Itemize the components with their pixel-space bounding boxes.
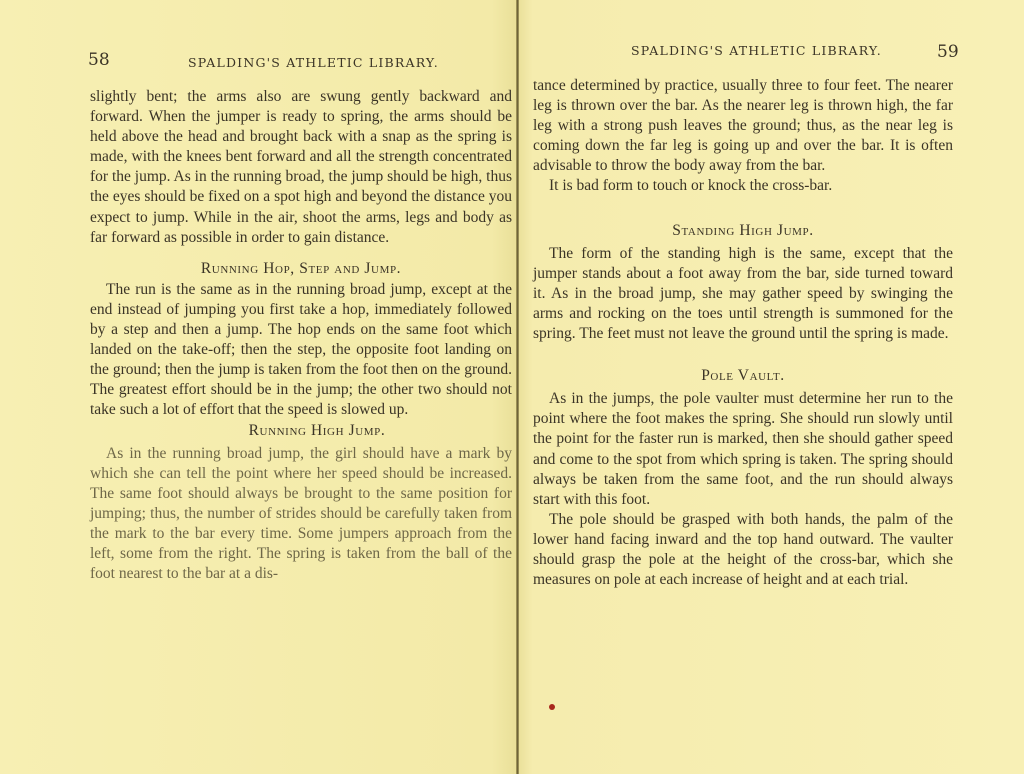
heading-running-hop-step-jump: Running Hop, Step and Jump. xyxy=(200,259,402,277)
right-paragraph-2: It is bad form to touch or knock the cross-bar. xyxy=(549,177,833,195)
right-page-body xyxy=(533,76,953,590)
right-running-head: SPALDING'S ATHLETIC LIBRARY. xyxy=(631,43,882,58)
left-paragraph-1: slightly bent; the arms also are swung gently backward and forward. When the jumper is ready to spring, the arms should be held above the head and brought back with a snap as the spring is made, with the knees bent forward and all the strength concentrated for the jump. As in the running broad, the jump should be high, thus the eyes should be fixed on a spot high and beyond the distance you expect to jump. While in the air, shoot the arms, legs and body as far forward as possible in order to gain distance. xyxy=(90,88,512,246)
right-paragraph-1: tance determined by practice, usually three to four feet. The nearer leg is thrown over the bar. As the nearer leg is thrown high, the far leg with a strong push leaves the ground; thus, as the near leg is coming down the far leg is going up and over the bar. It is often advisable to throw the body away from the bar. xyxy=(533,77,953,175)
heading-pole-vault: Pole Vault. xyxy=(701,367,785,385)
ink-spot xyxy=(549,704,555,710)
left-running-head: SPALDING'S ATHLETIC LIBRARY. xyxy=(188,55,439,70)
right-page xyxy=(519,0,1024,774)
right-page-number: 59 xyxy=(937,42,959,62)
heading-standing-high-jump: Standing High Jump. xyxy=(672,221,814,239)
heading-running-high-jump: Running High Jump. xyxy=(248,421,386,439)
right-paragraph-4: As in the jumps, the pole vaulter must determine her run to the point where the foot makes the spring. She should run slowly until the point for the faster run is marked, then she should gather speed and come to the spot from which spring is taken. The spring should always be taken from the same foot, and the run should always start with this foot. xyxy=(533,390,953,508)
left-page-number: 58 xyxy=(88,50,110,70)
right-paragraph-3: The form of the standing high is the same, except that the jumper stands about a foot away from the bar, side turned toward it. As in the broad jump, she may gather speed by swinging the arms and rocking on the toes until strength is summoned for the spring. The feet must not leave the ground until the spring is made. xyxy=(533,244,953,343)
left-page-body xyxy=(90,87,512,584)
left-paragraph-3: As in the running broad jump, the girl should have a mark by which she can tell the point where her speed should be increased. The same foot should always be brought to the same position for jumping; thus, the number of strides should be carefully taken from the mark to the bar every time. Some jumpers approach from the left, some from the right. The spring is taken from the ball of the foot nearest to the bar at a dis- xyxy=(90,444,512,583)
right-paragraph-5: The pole should be grasped with both hands, the palm of the lower hand facing inward and the top hand outward. The vaulter should grasp the pole at the height of the cross-bar, which she measures on pole at each increase of height and at each trial. xyxy=(533,510,953,589)
left-paragraph-2: The run is the same as in the running broad jump, except at the end instead of jumping you first take a hop, immediately followed by a step and then a jump. The hop ends on the same foot which landed on the take-off; then the step, the opposite foot landing on the ground; then the jump is taken from the foot then on the ground. The greatest effort should be in the jump; the other two should not take such a lot of effort that the speed is slowed up. xyxy=(90,280,512,419)
